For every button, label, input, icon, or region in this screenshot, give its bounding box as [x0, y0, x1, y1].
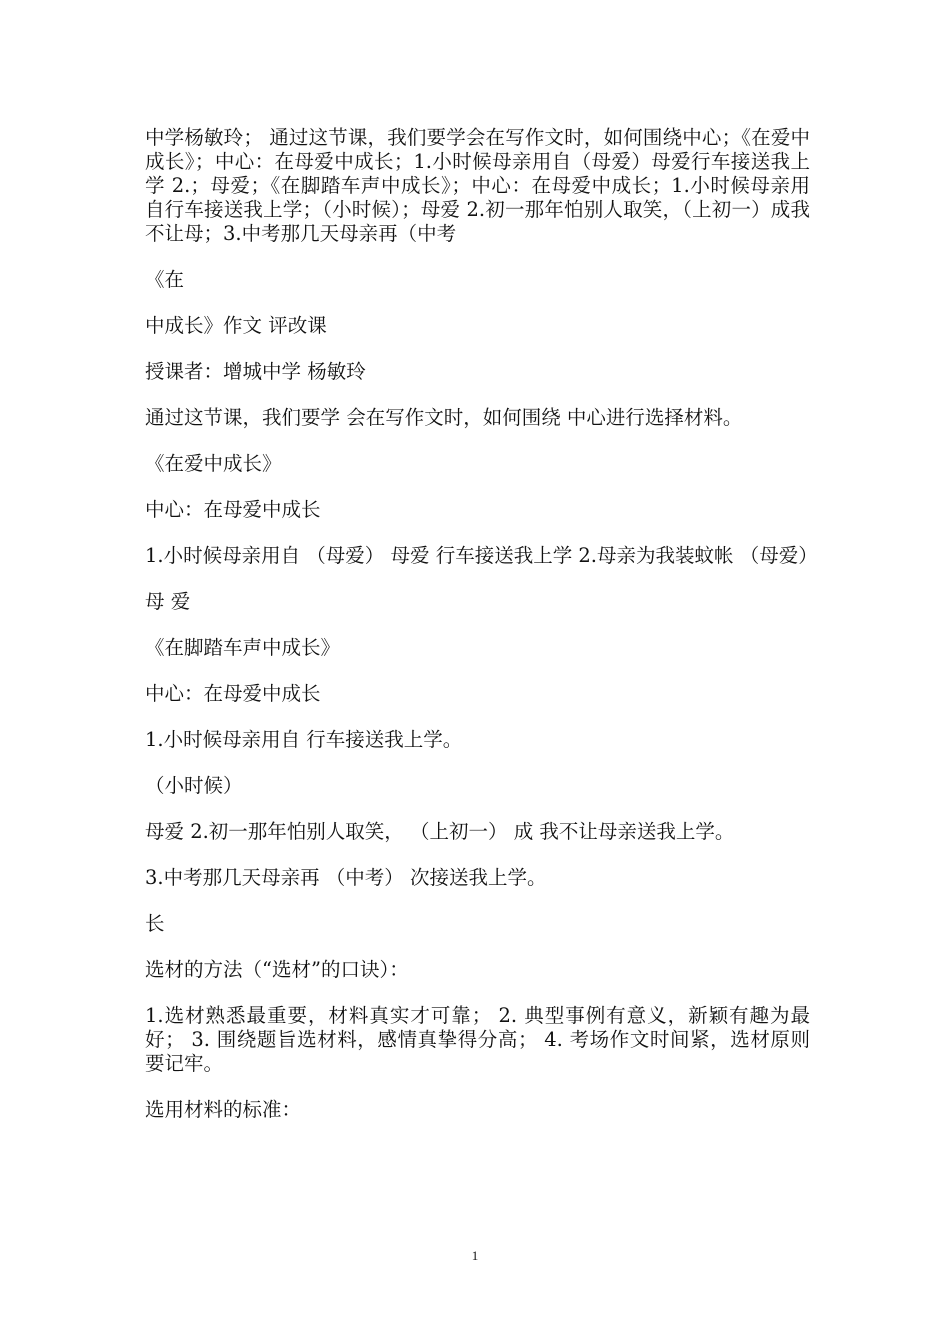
essay-point-2-3: 3.中考那几天母亲再 （中考） 次接送我上学。: [145, 866, 547, 889]
essay-note-childhood: （小时候）: [145, 774, 243, 797]
essay-points-1: 1.小时候母亲用自 （母爱） 母爱 行车接送我上学 2.母亲为我装蚊帐 （母爱）: [145, 544, 818, 567]
essay-center-1: 中心：在母爱中成长: [145, 498, 321, 521]
method-heading: 选材的方法（“选材”的口诀）：: [145, 958, 409, 981]
essay-center-2: 中心：在母爱中成长: [145, 682, 321, 705]
essay-title-1: 《在爱中成长》: [145, 452, 282, 475]
lecturer-line: 授课者：增城中学 杨敏玲: [145, 360, 366, 383]
document-body: [145, 126, 818, 1144]
essay-point-2-1: 1.小时候母亲用自 行车接送我上学。: [145, 728, 463, 751]
fragment-chang: 长: [145, 912, 165, 935]
summary-paragraph: 中学杨敏玲； 通过这节课，我们要学会在写作文时，如何围绕中心；《在爱中成长》；中心：在母爱中成长；1.小时候母亲用自（母爱）母爱行车接送我上学 2.；母爱；《在脚踏车声中成长》；中心：在母爱中成长；1.小时候母亲用自行车接送我上学；（小时候）；母爱 2.初一那年怕别人取笑，（上初一）成我不让母；3.中考那几天母亲再（中考: [145, 126, 810, 245]
essay-point-2-2: 母爱 2.初一那年怕别人取笑， （上初一） 成 我不让母亲送我上学。: [145, 820, 735, 843]
title-fragment: 《在: [145, 268, 185, 291]
theme-label: 母 爱: [145, 590, 191, 613]
standard-heading: 选用材料的标准：: [145, 1098, 302, 1121]
essay-title-2: 《在脚踏车声中成长》: [145, 636, 341, 659]
page-number: 1: [471, 1248, 479, 1263]
lesson-goal: 通过这节课，我们要学 会在写作文时，如何围绕 中心进行选择材料。: [145, 406, 743, 429]
lesson-title: 中成长》作文 评改课: [145, 314, 327, 337]
method-rhyme: 1.选材熟悉最重要，材料真实才可靠； 2. 典型事例有意义，新颖有趣为最好； 3. 围绕题旨选材料，感情真挚得分高； 4. 考场作文时间紧，选材原则要记牢。: [145, 1004, 810, 1075]
